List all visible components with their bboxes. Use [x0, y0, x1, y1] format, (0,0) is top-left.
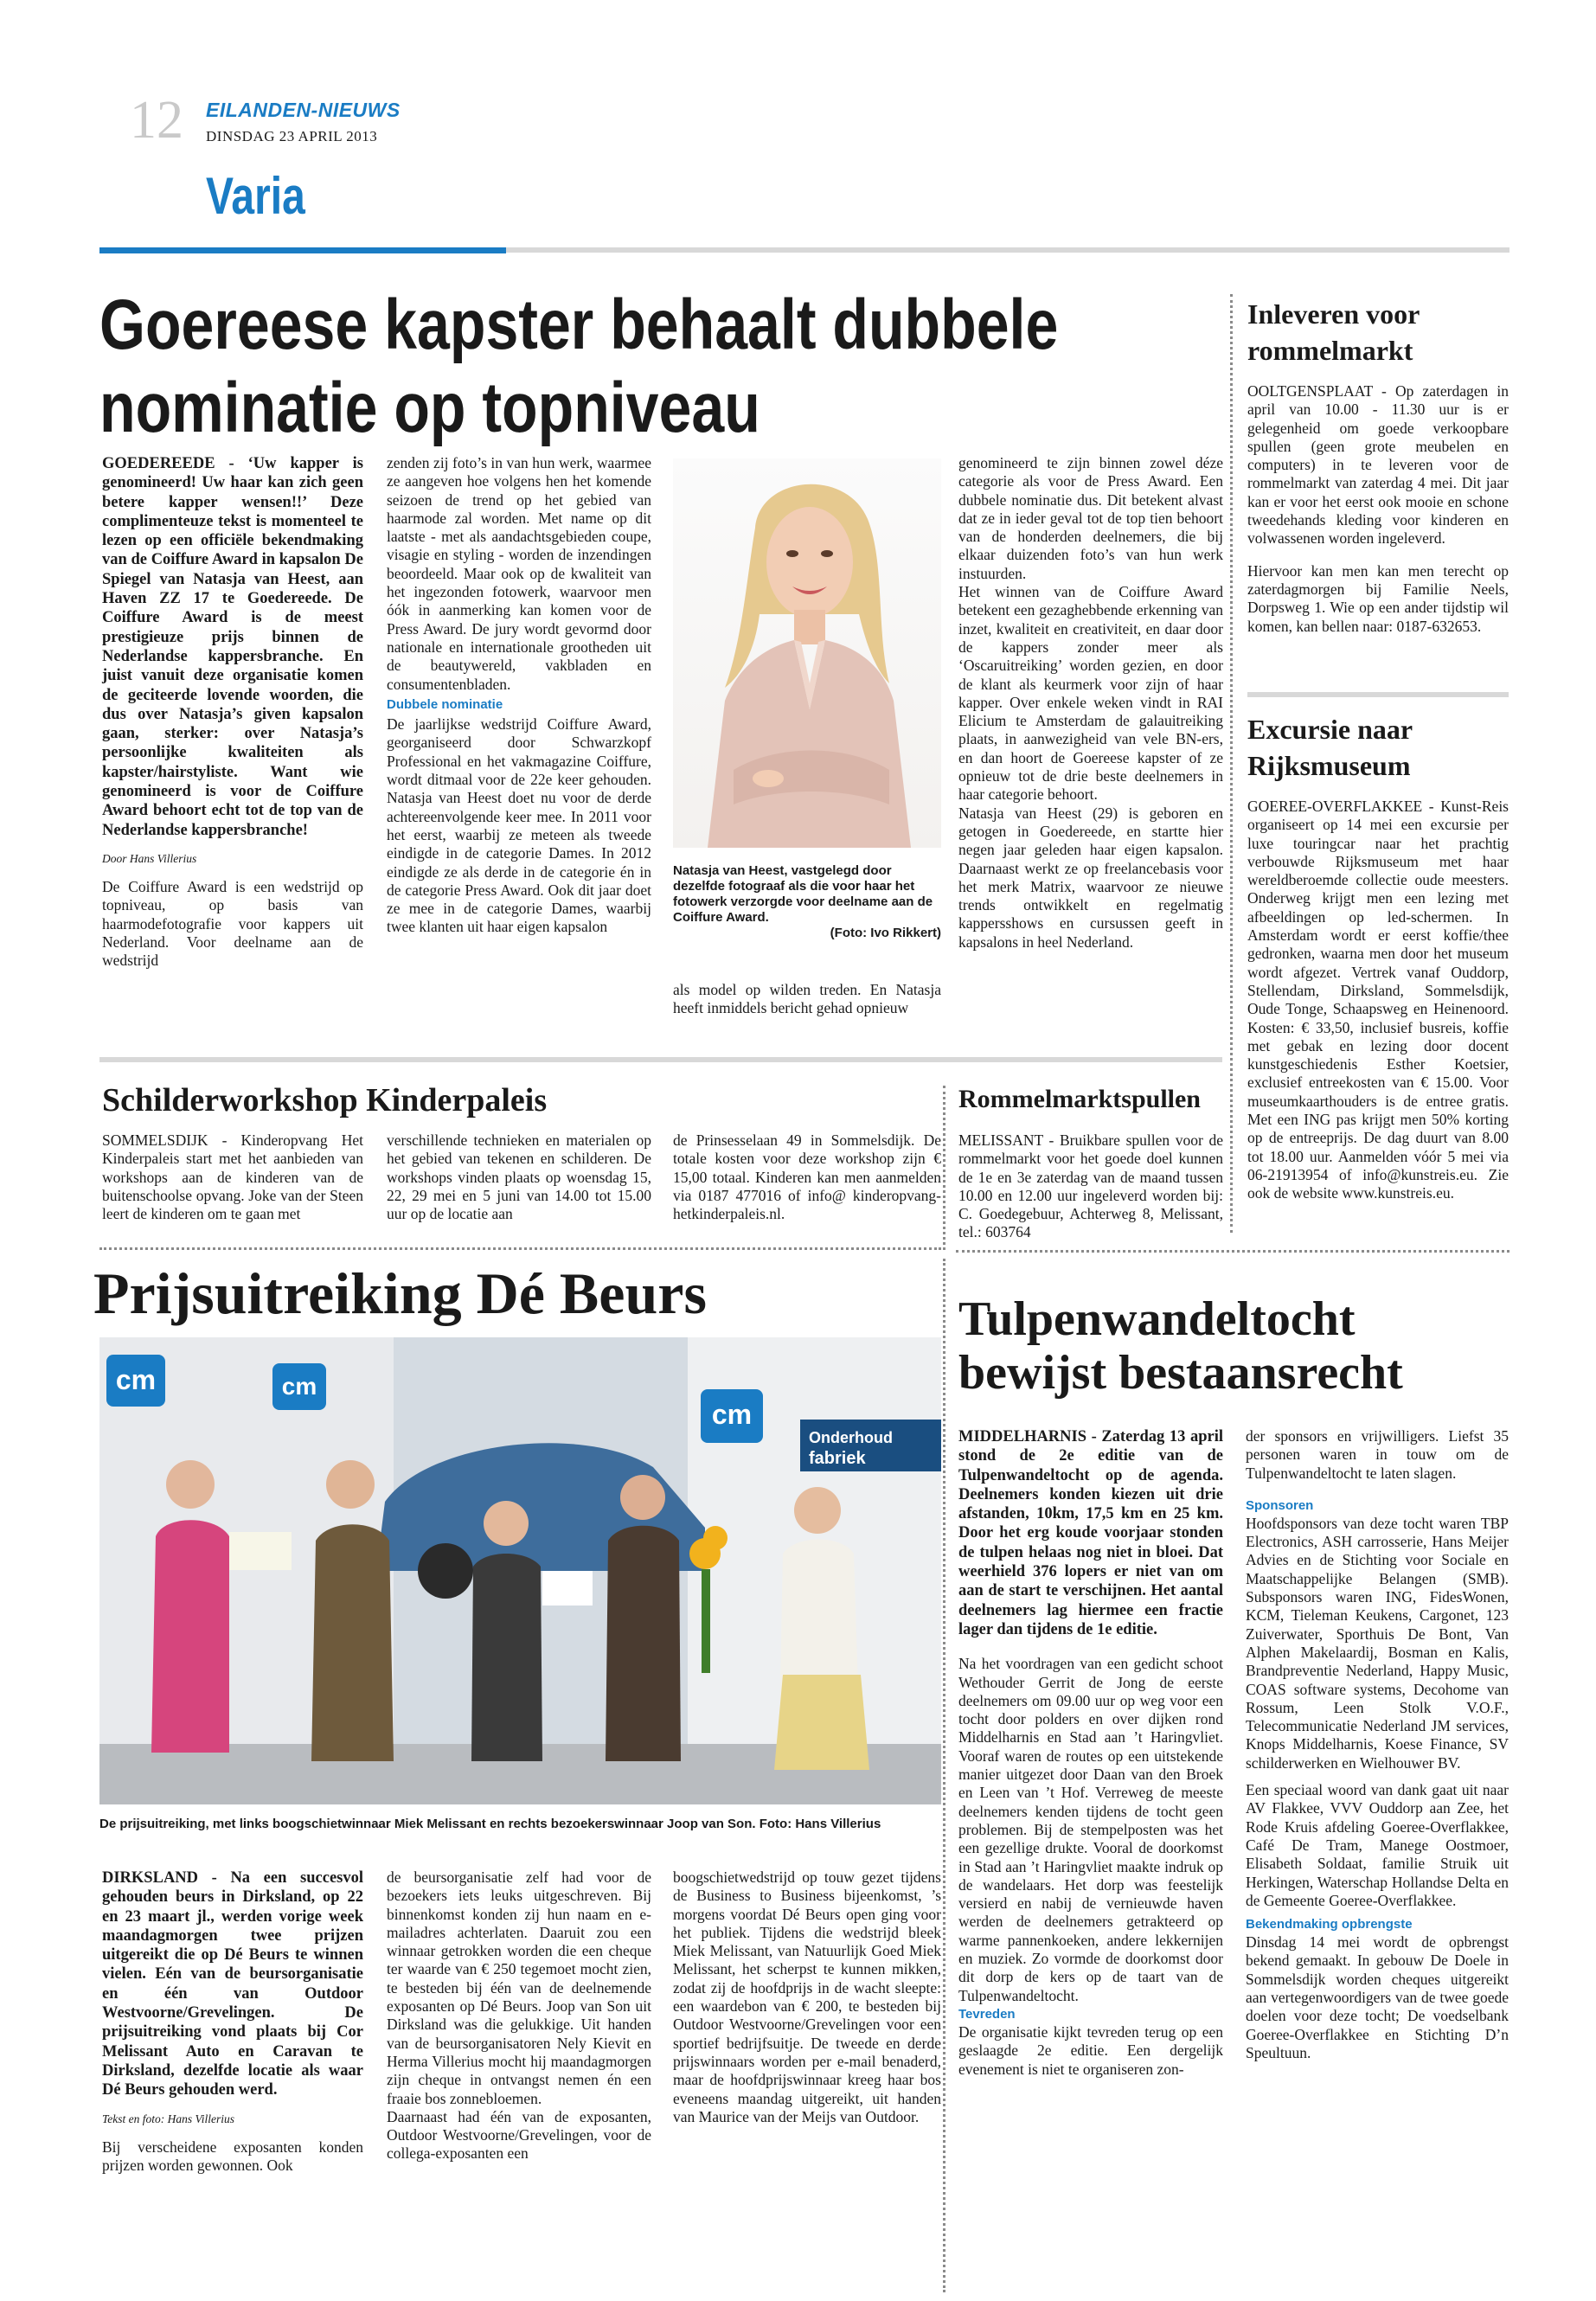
sidebar-rommelmarkt-body1: OOLTGENSPLAAT - Op zaterdagen in april van 10.00 - 11.30 uur is er gelegenheid om goede verkoopbare spullen (geen grote meubelen en computers) in te leveren voor de rommelmarkt van zaterdag 4 mei. Dit jaar kan er voor het eerst ook mooie en schone tweedehands kleding voor kinderen en volwassenen worden ingeleverd.	[1247, 382, 1509, 548]
newspaper-logo	[206, 99, 401, 122]
newspaper-name: EILANDEN-NIEUWS	[206, 99, 401, 121]
beurs-banner-text-2: fabriek	[809, 1449, 866, 1468]
sidebar-divider	[1230, 294, 1233, 1233]
tulpen-divider	[943, 1259, 945, 2292]
beurs-lead: DIRKSLAND - Na een succesvol gehouden beurs in Dirksland, op 22 en 23 maart jl., werden vorige week maandagmorgen twee prijzen uitgereikt die op Dé Beurs te winnen vielen. Eén van de beursorganisatie en één van Outdoor Westvoorne/Grevelingen. De prijsuitreiking vond plaats bij Cor Melissant Auto en Caravan te Dirksland, dezelfde locatie als waar Dé Beurs gehouden werd.	[102, 1869, 363, 2099]
portrait-illustration	[673, 458, 941, 848]
tulpen-col1	[958, 1427, 1223, 2079]
tulpen-headline	[958, 1292, 1403, 1400]
main-col1	[102, 454, 363, 970]
main-headline	[99, 284, 1059, 450]
main-col1-body: De Coiffure Award is een wedstrijd op topniveau, op basis van haarmodefotografie voor kappers uit Nederland. Voor deelname aan de wedstrijd	[102, 877, 363, 970]
tulpen-headline-line2: bewijst bestaansrecht	[958, 1346, 1403, 1400]
beurs-top-divider	[99, 1247, 941, 1250]
page-number: 12	[130, 91, 183, 150]
tulpen-col2-body1: der sponsors en vrijwilligers. Liefst 35 personen waren in touw om de Tulpenwandeltocht te laten slagen.	[1246, 1427, 1509, 1482]
rommelmarktspullen-title: Rommelmarktspullen	[958, 1085, 1201, 1113]
portrait-caption-block	[673, 863, 941, 941]
tulpen-col1-subhead: Tevreden	[958, 2006, 1016, 2022]
main-col3-body: als model op wilden treden. En Natasja heeft inmiddels bericht gehad opnieuw	[673, 981, 941, 1017]
tulpen-col1-body2: De organisatie kijkt tevreden terug op een geslaagde 2e editie. Een dergelijk evenement is niet te organiseren zon-	[958, 2022, 1223, 2078]
tulpen-col2-subhead2: Bekendmaking opbrengste	[1246, 1917, 1413, 1932]
sidebar-rijksmuseum-title: Excursie naar Rijksmuseum	[1247, 714, 1413, 781]
rommelmarktspullen-body: MELISSANT - Bruikbare spullen voor de rommelmarkt voor het goede doel kunnen de 1e en 3e zaterdag van de maand tussen 10.00 en 12.00 uur ingeleverd worden bij: C. Goedegebuur, Achterweg 8, Melissant, tel.: 603764	[958, 1131, 1223, 1241]
sidebar-rommelmarkt	[1247, 296, 1509, 636]
beurs-col3: boogschietwedstrijd op touw gezet tijdens de Business to Business bijeenkomst, ’s morgens voordat Dé Beurs open ging voor het publiek. Tijdens die wedstrijd bleek Miek Melissant, van Natuurlijk Goed Miek Melissant, het scherpst te kunnen mikken, zodat zij de hoofdprijs in de wacht sleepte: een waardebon van € 200, te besteden bij Outdoor Westvoorne/Grevelingen voor een sportief bedrijfsuitje. De tweede en derde prijswinnaars worden per e-mail benaderd, maar de hoofdprijswinnaar kreeg haar bos eveneens maandag uitgereikt, uit handen van Maurice van der Meijs van Outdoor.	[673, 1868, 941, 2125]
tulpen-col2-body2: Hoofdsponsors van deze tocht waren TBP Electronics, ASH carrosserie, Hans Meijer Advies en de Stichting voor Sociale en Maatschappelijke Belangen (SMB). Subsponsors waren ING, FidesWonen, KCM, Tieleman Keukens, Cargonet, 123 Zuiverwater, Sporthuis De Bont, Van Alphen Makelaardij, Bosman en Kalis, Brandpreventie Nederland, Happy Music, COAS software systems, Decohome van Rossum, Leen Stolk V.O.F., Telecommunicatie Nederland JM services, Knops Middelharnis, Koese Finance, SV schilderwerken en Wielhouwer BV.	[1246, 1514, 1509, 1772]
tulpen-col2-body4: Dinsdag 14 mei wordt de opbrengst bekend gemaakt. In gebouw De Doele in Sommelsdijk worden cheques uitgereikt aan vertegenwoordigers van de twee goede doelen voor deze tocht; De voedselbank Goeree-Overflakkee en Stichting D’n Speultuun.	[1246, 1933, 1509, 2061]
main-col2-body1: zenden zij foto’s in van hun werk, waarmee ze aangeven hoe volgens hen het komende seizoen de trend op het gebied van haarmode zal worden. Met name op dit laatste - met als aandachtsgebieden coupe, visagie en styling - worden de inzendingen beoordeeld. Maar ook op de kwaliteit van het ingezonden fotowerk, waarvoor men óók in aanmerking kan komen voor de Press Award. De jury wordt gevormd door nationale en internationale grootheden uit de beautywereld, vakbladen en consumentenbladen.	[387, 454, 651, 693]
beurs-headline: Prijsuitreiking Dé Beurs	[93, 1260, 707, 1326]
beurs-col2: de beursorganisatie zelf had voor de bezoekers iets leuks uitgeschreven. Bij binnenkomst konden zij hun naam en e-mailadres achterlaten. Daaruit zou een winnaar getrokken worden die een cheque ter waarde van € 250 tegemoet mocht zien, te besteden bij één van de deelnemende exposanten op Dé Beurs. Joop van Son uit Dirksland was die gelukkige. Uit handen van de beursorganisatoren Nely Kievit en Herma Villerius mocht hij maandagmorgen zijn cheque in ontvangst nemen én een fraaie bos zonnebloemen. Daarnaast had één van de exposanten, Outdoor Westvoorne/Grevelingen, voor de collega-exposanten een	[387, 1868, 651, 2163]
section-title: Varia	[206, 167, 305, 225]
masthead-rule-gray	[506, 247, 1509, 253]
masthead-rule-blue	[99, 247, 506, 253]
main-col2	[387, 454, 651, 937]
main-col4-body1: genomineerd te zijn binnen zowel déze categorie als voor de Press Award. Een dubbele nominatie dus. Dit betekent alvast dat ze in ieder geval tot de top tien behoort van de honderden deelnemers, die bij elkaar duizenden foto’s van hun werk instuurden.	[958, 454, 1223, 582]
sidebar-rijksmuseum	[1247, 711, 1509, 1203]
tulpen-col2	[1246, 1427, 1509, 2062]
tulpen-lead: MIDDELHARNIS - Zaterdag 13 april stond de 2e editie van de Tulpenwandeltocht op de agenda. Deelnemers konden kiezen uit drie afstanden, 10km, 17,5 km en 25 km. Door het erg koude voorjaar stonden de tulpen helaas nog niet in bloei. Dat weerhield 376 lopers er niet van om aan de start te verschijnen. Het aantal deelnemers lag hiermee een fractie lager dan tijdens de 1e editie.	[958, 1428, 1223, 1638]
schilderworkshop-col3: de Prinsesselaan 49 in Sommelsdijk. De totale kosten voor deze workshop zijn € 15,00 totaal. Kinderen kan men aanmelden via 0187 477016 of info@ kinderopvang-hetkinderpaleis.nl.	[673, 1131, 941, 1223]
beurs-byline: Tekst en foto: Hans Villerius	[102, 2112, 234, 2125]
sidebar-rijksmuseum-body: GOEREE-OVERFLAKKEE - Kunst-Reis organiseert op 14 mei een excursie per luxe touringcar naar het prachtig verbouwde Rijksmuseum met haar wereldberoemde collectie oude meesters. Onderweg krijgt men een lezing met afbeeldingen op led-schermen. In Amsterdam wordt er eerst koffie/thee gedronken, waarna men door het museum wordt afgezet. Vertrek vanaf Ouddorp, Stellendam, Dirksland, Sommelsdijk, Oude Tonge, Schaapsweg en Heinenoord. Kosten: € 33,50, inclusief busreis, koffie met gebak en lezing door docent kunstgeschiedenis Esther Koetsier, exclusief entreekosten van € 15.00. Voor museumkaarthouders is de entree gratis. Met een ING pas krijgt men 50% korting op de entreeprijs. De dag duurt van 8.00 tot 18.00 uur. Aanmelden vóór 5 mei via 06-21913954 of info@kunstreis.eu. Zie ook de website www.kunstreis.eu.	[1247, 798, 1509, 1202]
main-col2-body2: De jaarlijkse wedstrijd Coiffure Award, georganiseerd door Schwarzkopf Professional en het vakmagazine Coiffure, wordt ditmaal voor de 22e keer gehouden. Natasja van Heest doet nu voor de derde achtereenvolgende keer mee. In 2011 voor het eerst, waarbij ze meteen als tweede eindigde in de categorie Dames. In 2012 eindigde ze als derde in de categorie én in de categorie Press Award. Ook dit jaar doet ze mee in de categorie Dames, waarbij twee klanten uit haar eigen kapsalon	[387, 715, 651, 936]
portrait-credit: (Foto: Ivo Rikkert)	[830, 926, 941, 940]
tulpen-col1-body: Na het voordragen van een gedicht schoot Wethouder Gerrit de Jong de eerste deelnemers om 09.00 uur op weg voor een tocht door polders en over dijken rond Middelharnis en Stad aan ’t Haringvliet. Vooraf waren de routes op een uitstekende manier uitgezet door Daan van den Broek en Leen van ’t Hof. Verreweg de meeste deelnemers kenden tijdens de tocht geen problemen. Bij de stempelposten was het een gezellige drukte. Vooral de doorkomst in Stad aan ’t Haringvliet maakte indruk op de wandelaars. Het dorp was feestelijk versierd en nabij de vernieuwde haven werden de deelnemers getrakteerd op warme pannenkoeken, andere lekkernijen en muziek. Zo vormde de doorkomst door dit dorp de kers op de taart van de Tulpenwandeltocht.	[958, 1655, 1223, 2004]
sidebar-rommelmarkt-title: Inleveren voor rommelmarkt	[1247, 298, 1420, 366]
main-col4-body2: Het winnen van de Coiffure Award betekent een gezaghebbende erkenning van inzet, kwaliteit en creativiteit, en daar door de kappers zonder meer als ‘Oscaruitreiking’ worden gezien, en door de klant als keurmerk voor zijn of haar kapper. Over enkele weken vindt in RAI Elicium te Amsterdam de galauitreiking plaats, in aanwezigheid van vele BN-ers, en dan hoort de Goereese kapster of ze opnieuw tot de drie beste deelnemers in haar categorie behoort.	[958, 583, 1223, 804]
main-col2-subhead: Dubbele nominatie	[387, 696, 503, 712]
tulpen-col2-subhead1: Sponsoren	[1246, 1497, 1314, 1513]
tulpen-top-divider	[956, 1250, 1509, 1253]
main-lead: GOEDEREEDE - ‘Uw kapper is genomineerd! Uw haar kan zich geen betere kapper wensen!!’ Deze complimenteuze tekst is momenteel te lezen op een officiële bekendmaking van de Coiffure Award in kapsalon De Spiegel van Natasja van Heest, aan Haven ZZ 17 te Goedereede. De Coiffure Award is de meest prestigieuze prijs binnen de Nederlandse kappersbranche. En juist vanuit deze organisatie komen de geciteerde lovende woorden, die dus over Natasja’s given kapsalon gaan, sterker: over Natasja’s persoonlijke kwaliteiten als kapster/hairstyliste. Want wie genomineerd is voor de Coiffure Award behoort echt tot de top van de Nederlandse kappersbranche!	[102, 455, 363, 839]
portrait-photo	[673, 458, 941, 848]
schilderworkshop-col1: SOMMELSDIJK - Kinderopvang Het Kinderpaleis start met het aanbieden van workshops aan de kinderen van de buitenschoolse opvang. Joke van der Steen leert de kinderen om te gaan met	[102, 1131, 363, 1223]
main-headline-line2: nominatie op topniveau	[99, 369, 760, 447]
tulpen-headline-line1: Tulpenwandeltocht	[958, 1292, 1356, 1346]
tulpen-col2-body3: Een speciaal woord van dank gaat uit naar AV Flakkee, VVV Ouddorp aan Zee, het Rode Kruis afdeling Goeree-Overflakkee, Café De Tram, Manege Oostmoer, Elisabeth Soldaat, familie Struik uit Herkingen, Waterschap Hollandse Delta en de Gemeente Goeree-Overflakkee.	[1246, 1781, 1509, 1909]
beurs-logo-text-3: cm	[711, 1399, 753, 1430]
beurs-logo-text-1: cm	[115, 1364, 157, 1395]
main-article-rule	[99, 1057, 1222, 1062]
beurs-banner-text-1: Onderhoud	[809, 1429, 893, 1446]
sidebar-rommelmarkt-body2: Hiervoor kan men kan men terecht op zaterdagmorgen bij Familie Neels, Dorpsweg 1. Wie op een ander tijdstip wil komen, kan bellen naar: 0187-632653.	[1247, 561, 1509, 635]
schilderworkshop-col2: verschillende technieken en materialen op het gebied van tekenen en schilderen. De workshops vinden plaats op woensdag 15, 22, 29 mei en 5 juni van 14.00 tot 15.00 uur op de locatie aan	[387, 1131, 651, 1223]
main-headline-line1: Goereese kapster behaalt dubbele	[99, 285, 1059, 364]
schilderworkshop-title: Schilderworkshop Kinderpaleis	[102, 1082, 548, 1118]
beurs-logo-text-2: cm	[281, 1373, 317, 1400]
beurs-col1	[102, 1868, 363, 2175]
sidebar-rule-1	[1247, 692, 1509, 697]
main-col4	[958, 454, 1223, 952]
rommelmarktspullen-divider	[943, 1086, 945, 1250]
beurs-photo-caption: De prijsuitreiking, met links boogschietwinnaar Miek Melissant en rechts bezoekerswinnaar Joop van Son. Foto: Hans Villerius	[99, 1817, 881, 1831]
issue-date: DINSDAG 23 APRIL 2013	[206, 128, 378, 144]
beurs-illustration	[99, 1337, 941, 1804]
beurs-photo	[99, 1337, 941, 1804]
main-byline: Door Hans Villerius	[102, 851, 197, 865]
main-col4-body3: Natasja van Heest (29) is geboren en getogen in Goedereede, en startte hier negen jaar geleden haar eigen kapsalon. Daarnaast werkt ze op freelancebasis voor het merk Matrix, waarvoor ze nieuwe trends ontwikkelt en regelmatig kappersshows en cursussen geeft in kapsalons in heel Nederland.	[958, 804, 1223, 951]
portrait-caption: Natasja van Heest, vastgelegd door dezelfde fotograaf als die voor haar het fotowerk verzorgde voor deelname aan de Coiffure Award.	[673, 863, 933, 925]
beurs-col1-body: Bij verscheidene exposanten konden prijzen worden gewonnen. Ook	[102, 2138, 363, 2174]
